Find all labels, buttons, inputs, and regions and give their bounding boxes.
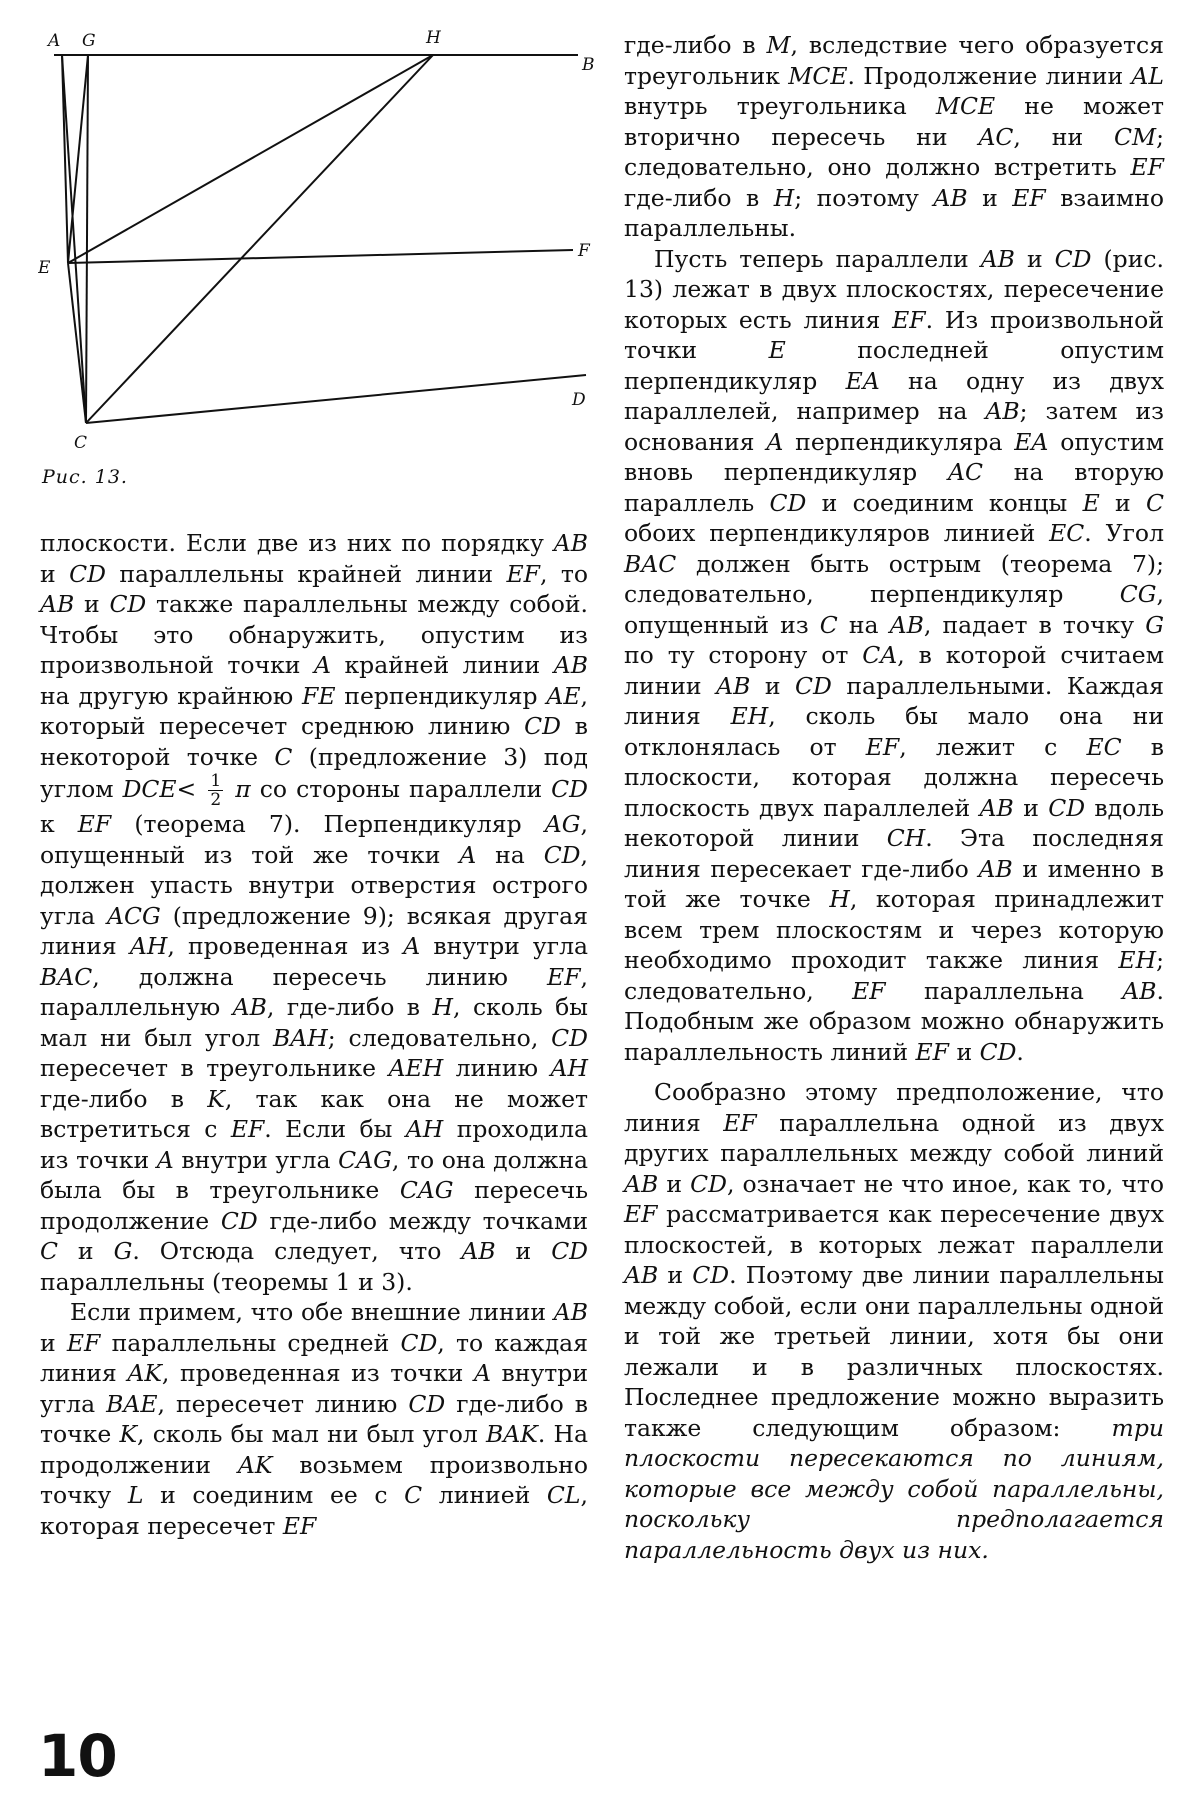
text-run: и (57, 1237, 114, 1265)
text-run: , то каждая линия (40, 1328, 588, 1387)
math-symbol: CM (1114, 122, 1157, 151)
math-symbol: CD (795, 671, 832, 700)
math-symbol: AC (978, 122, 1014, 151)
text-run: и (40, 559, 70, 588)
paragraph (40, 1297, 588, 1541)
math-symbol: A (403, 932, 421, 960)
math-symbol: EF (865, 732, 900, 761)
text-run: и соединим концы (806, 488, 1083, 517)
math-symbol: EF (915, 1037, 949, 1066)
math-symbol: AB (553, 1298, 588, 1326)
math-symbol: BAE (106, 1389, 158, 1418)
text-run: на (837, 610, 890, 639)
text-run: перпендикуляр (335, 681, 547, 710)
text-run: , опущенный из той же точки (40, 810, 588, 869)
line-ef (68, 250, 573, 263)
math-symbol: EF (230, 1115, 265, 1143)
text-run: и (74, 590, 110, 618)
text-run: , которая принадлежит всем трем плоскостям и через которую необходимо проходит также линия (624, 885, 1165, 974)
math-symbol: EH (1118, 946, 1157, 974)
math-symbol: CD (692, 1261, 730, 1289)
text-run: параллельными. Каждая линия (624, 671, 1164, 730)
math-symbol: EF (66, 1328, 101, 1357)
text-run: перпендикуляра (783, 427, 1015, 456)
text-run: к (40, 810, 78, 838)
text-run: . Продолжение линии (847, 61, 1132, 90)
math-symbol: AB (461, 1237, 496, 1265)
text-run: , лежит с (899, 732, 1087, 761)
math-symbol: A (473, 1359, 491, 1387)
math-symbol: AL (1131, 61, 1164, 90)
math-symbol: CD (543, 840, 581, 869)
math-symbol: EF (1130, 153, 1164, 181)
line-eh (68, 55, 433, 263)
text-run: . (1016, 1037, 1024, 1066)
math-symbol: E (768, 336, 786, 364)
math-symbol: BAC (624, 549, 677, 578)
math-symbol: K (207, 1084, 225, 1113)
text-run: , должна пересечь линию (92, 962, 548, 991)
math-symbol: CD (1048, 793, 1086, 822)
text-run: (теорема 7). Перпендикуляр (111, 810, 545, 838)
math-symbol: BAK (486, 1420, 538, 1448)
text-run: вдоль некоторой линии (624, 793, 1165, 852)
math-symbol: M (766, 31, 791, 59)
text-run: и (948, 1037, 980, 1066)
text-run: , пересечет линию (157, 1389, 409, 1418)
math-symbol: CAG (399, 1176, 454, 1204)
label-e: E (38, 258, 51, 278)
text-run: параллельны крайней линии (105, 559, 507, 588)
text-run: , так как она не может встретиться с (40, 1084, 589, 1143)
text-run: ; следовательно, оно должно встретить (624, 122, 1164, 181)
text-run: . Эта последняя линия пересекает где-либо (624, 824, 1164, 883)
math-symbol: CA (862, 641, 898, 669)
math-symbol: EF (506, 559, 540, 588)
text-run: последней опустим перпендикуляр (624, 336, 1164, 395)
math-symbol: AB (933, 183, 968, 212)
text-run: и соединим ее с (143, 1481, 405, 1509)
text-run: должен быть острым (теорема 7); следовательно, перпендикуляр (624, 549, 1164, 608)
math-symbol: CD (551, 1023, 588, 1052)
text-run: со стороны параллели (250, 775, 552, 803)
text-run: (предложение 9); всякая другая линия (40, 901, 588, 960)
text-run: , проведенная из (167, 932, 404, 960)
math-symbol: CD (551, 1237, 589, 1265)
text-run: внутри угла (420, 932, 589, 960)
text-run: , где-либо в (266, 993, 433, 1021)
math-symbol: CD (769, 488, 807, 517)
math-symbol: CAG (338, 1145, 392, 1174)
paragraph (624, 244, 1164, 1068)
line-cd (86, 375, 586, 423)
math-symbol: CD (1054, 244, 1092, 273)
math-symbol: три плоскости пересекаются по линиям, которые все между собой параллельны, поскольку предполагается параллельность двух из них. (624, 1413, 1164, 1564)
math-symbol: EF (624, 1200, 658, 1228)
label-c: C (74, 433, 88, 453)
math-symbol: FE (302, 681, 336, 710)
figure-caption: Рис. 13. (42, 466, 128, 488)
text-run: где-либо в точке (40, 1389, 588, 1448)
math-symbol: CG (1119, 580, 1157, 608)
math-symbol: AB (624, 1169, 659, 1198)
math-symbol: EH (730, 702, 769, 730)
label-d: D (572, 390, 586, 410)
math-symbol: E (1082, 488, 1100, 517)
label-b: B (582, 55, 595, 75)
math-symbol: A (766, 427, 784, 456)
text-run: , вследствие чего образуется треугольник (624, 31, 1164, 90)
text-run: Пусть теперь параллели (654, 244, 981, 273)
text-run: взаимно параллельны. (624, 183, 1164, 242)
math-symbol: H (432, 993, 454, 1021)
text-run: и (750, 671, 796, 700)
math-symbol: CD (400, 1328, 438, 1357)
text-run: где-либо между точками (257, 1206, 588, 1235)
math-symbol: AB (232, 993, 267, 1021)
math-symbol: AB (716, 671, 751, 700)
text-run: ; затем из основания (624, 397, 1164, 456)
text-run: на вторую параллель (624, 458, 1165, 517)
label-f: F (578, 241, 590, 261)
text-run: где-либо в (624, 183, 774, 212)
math-symbol: AC (948, 458, 983, 486)
paragraph (624, 1077, 1164, 1565)
label-h: H (426, 28, 441, 48)
math-symbol: EF (852, 976, 886, 1005)
text-run: , проведенная из точки (161, 1359, 474, 1387)
text-run: и (658, 1261, 693, 1289)
label-a: A (48, 31, 61, 51)
text-run: плоскости. Если две из них по порядку (40, 529, 554, 557)
math-symbol: A (313, 651, 331, 679)
text-run: , которая пересечет (40, 1481, 588, 1540)
text-run: , опущенный из (624, 580, 1164, 639)
math-symbol: K (119, 1420, 138, 1448)
math-symbol: A (156, 1145, 174, 1174)
text-run: также параллельны между собой. Чтобы это обнаружить, опустим из произвольной точки (40, 590, 588, 679)
math-symbol: AB (979, 793, 1014, 822)
text-run: где-либо в (624, 31, 767, 59)
text-run: (рис. 13) лежат в двух плоскостях, пересечение которых есть линия (624, 244, 1164, 334)
text-run: и (1014, 244, 1055, 273)
math-symbol: DCE (122, 775, 177, 803)
text-run: и именно в той же точке (624, 854, 1164, 913)
math-symbol: G (113, 1237, 133, 1265)
text-run: , сколь бы мало она ни отклонялась от (624, 702, 1165, 761)
math-symbol: EF (547, 962, 581, 991)
math-symbol: EF (892, 305, 926, 334)
math-symbol: C (274, 742, 293, 771)
text-run: по ту сторону от (624, 641, 863, 669)
text-run: и (40, 1328, 67, 1357)
text-run: , то она должна была бы в треугольнике (40, 1145, 588, 1204)
math-symbol: MCE (788, 61, 848, 90)
math-symbol: AH (550, 1054, 588, 1082)
text-run: пересечь продолжение (40, 1176, 588, 1235)
math-symbol: CD (408, 1389, 446, 1418)
text-run: обоих перпендикуляров линией (624, 519, 1050, 547)
math-symbol: EF (723, 1108, 757, 1137)
math-symbol: C (40, 1237, 58, 1265)
math-symbol: MCE (935, 92, 996, 120)
text-run: , сколь бы мал ни был угол (137, 1420, 487, 1448)
math-symbol: EF (282, 1511, 317, 1540)
text-run: , сколь бы мал ни был угол (40, 993, 588, 1052)
math-symbol: CD (979, 1037, 1017, 1066)
left-column-text (40, 528, 588, 1541)
text-run: Если примем, что обе внешние линии (70, 1298, 554, 1326)
math-symbol: AG (544, 810, 581, 838)
math-symbol: AB (553, 651, 588, 679)
math-symbol: CD (690, 1169, 727, 1198)
geometry-diagram (38, 28, 598, 468)
math-symbol: π (226, 775, 251, 803)
label-g: G (82, 31, 96, 51)
text-run: . Угол (1084, 519, 1164, 547)
line-ge (68, 55, 88, 263)
math-symbol: EA (1014, 427, 1049, 456)
math-symbol: BAH (273, 1023, 328, 1052)
math-symbol: CH (886, 824, 926, 852)
text-run: , параллельную (40, 962, 588, 1021)
text-run: < (176, 775, 206, 803)
text-run: . На продолжении (40, 1420, 588, 1479)
text-run: и (1099, 488, 1147, 517)
text-run: возьмем произвольно точку (40, 1450, 588, 1509)
text-run: . Если бы (264, 1115, 406, 1143)
right-column-text (624, 30, 1164, 1565)
text-run: крайней линии (330, 651, 554, 679)
text-run: в некоторой точке (40, 712, 588, 771)
math-symbol: EC (1049, 519, 1085, 547)
math-symbol: H (829, 885, 850, 913)
math-symbol: AB (980, 244, 1015, 273)
text-run: . Поэтому две линии параллельны между собой, если они параллельны одной и той же третьей линии, хотя бы они лежали и в различных плоскостях. Последнее предложение можно выразить также следующим образом: (624, 1261, 1164, 1442)
text-run: где-либо в (40, 1084, 208, 1113)
text-run: внутри угла (40, 1359, 588, 1418)
text-run: параллельны средней (100, 1328, 401, 1357)
text-run: ; следовательно, (327, 1023, 552, 1052)
math-symbol: EF (77, 810, 112, 838)
text-run: линию (443, 1054, 551, 1082)
paragraph (40, 528, 588, 1297)
text-run: ; следовательно, (624, 946, 1164, 1005)
text-run: параллельна одной из двух других параллельных между собой линий (624, 1108, 1164, 1167)
math-symbol: L (127, 1481, 144, 1509)
text-run: Сообразно этому предположение, что линия (624, 1078, 1164, 1137)
text-run: проходила из точки (40, 1115, 589, 1174)
math-symbol: AB (1122, 976, 1157, 1005)
math-symbol: H (773, 183, 795, 212)
text-run: (предложение 3) под углом (40, 742, 588, 803)
math-symbol: G (1145, 610, 1164, 639)
text-run: и (1013, 793, 1049, 822)
math-symbol: AB (553, 529, 588, 557)
text-run: . Из произвольной точки (624, 305, 1164, 364)
math-symbol: EF (1012, 183, 1046, 212)
figure-13 (38, 28, 598, 498)
math-symbol: AH (405, 1115, 444, 1143)
math-symbol: CL (546, 1481, 581, 1509)
text-run: линией (422, 1481, 547, 1509)
math-symbol: C (1146, 488, 1164, 517)
math-symbol: AB (985, 397, 1020, 425)
text-run: , в которой считаем линии (624, 641, 1164, 700)
text-run: и (967, 183, 1013, 212)
math-symbol: AE (546, 681, 581, 710)
line-gc (86, 55, 88, 423)
text-run: ; поэтому (794, 183, 934, 212)
math-symbol: AB (978, 854, 1013, 883)
text-run: внутри угла (173, 1145, 339, 1174)
math-symbol: CD (69, 559, 106, 588)
math-symbol: A (459, 840, 477, 869)
math-symbol: C (819, 610, 838, 639)
text-run: , то (539, 559, 588, 588)
math-symbol: AK (237, 1450, 273, 1479)
text-run: параллельна (885, 976, 1123, 1005)
math-symbol: AB (40, 590, 75, 618)
math-symbol: CD (551, 775, 588, 803)
math-symbol: CD (524, 712, 561, 740)
math-symbol: ACG (107, 901, 161, 930)
text-run: пересечет в треугольнике (40, 1054, 389, 1082)
text-run: . Подобным же образом можно обнаружить параллельность линий (624, 976, 1164, 1066)
math-symbol: AEH (388, 1054, 444, 1082)
paragraph (624, 30, 1164, 244)
math-symbol: AB (624, 1261, 659, 1289)
text-run: параллельны (теоремы 1 и 3). (40, 1267, 413, 1296)
text-run: , падает в точку (923, 610, 1146, 639)
text-run: , ни (1013, 122, 1115, 151)
text-run: , означает не что иное, как то, что (726, 1169, 1165, 1198)
math-symbol: C (404, 1481, 423, 1509)
math-symbol: CD (109, 590, 147, 618)
text-run: . Отсюда следует, что (132, 1237, 462, 1265)
text-run: и (495, 1237, 552, 1265)
math-symbol: EC (1086, 732, 1122, 761)
text-run: в плоскости, которая должна пересечь плоскость двух параллелей (624, 732, 1164, 822)
text-run: на (476, 840, 544, 869)
math-symbol: BAC (40, 962, 93, 991)
math-symbol: EA (845, 366, 880, 395)
text-run: опустим вновь перпендикуляр (624, 427, 1164, 486)
text-run: , который пересечет среднюю линию (40, 681, 589, 740)
text-run: рассматривается как пересечение двух плоскостей, в которых лежат параллели (624, 1200, 1164, 1259)
fraction: $\frac{1}{2}$ (210, 771, 222, 810)
math-symbol: AH (129, 932, 168, 960)
text-run: не может вторично пересечь ни (624, 92, 1164, 151)
math-symbol: AB (889, 610, 924, 639)
page-number: 10 (38, 1722, 117, 1790)
text-run: , должен упасть внутри отверстия острого угла (40, 840, 588, 930)
math-symbol: CD (220, 1206, 258, 1235)
text-run: и (658, 1169, 691, 1198)
text-run: на одну из двух параллелей, например на (624, 366, 1165, 425)
line-ch (86, 55, 433, 423)
text-run: на другую крайнюю (40, 681, 303, 710)
text-run: внутрь треугольника (624, 92, 936, 120)
math-symbol: AK (127, 1359, 162, 1387)
